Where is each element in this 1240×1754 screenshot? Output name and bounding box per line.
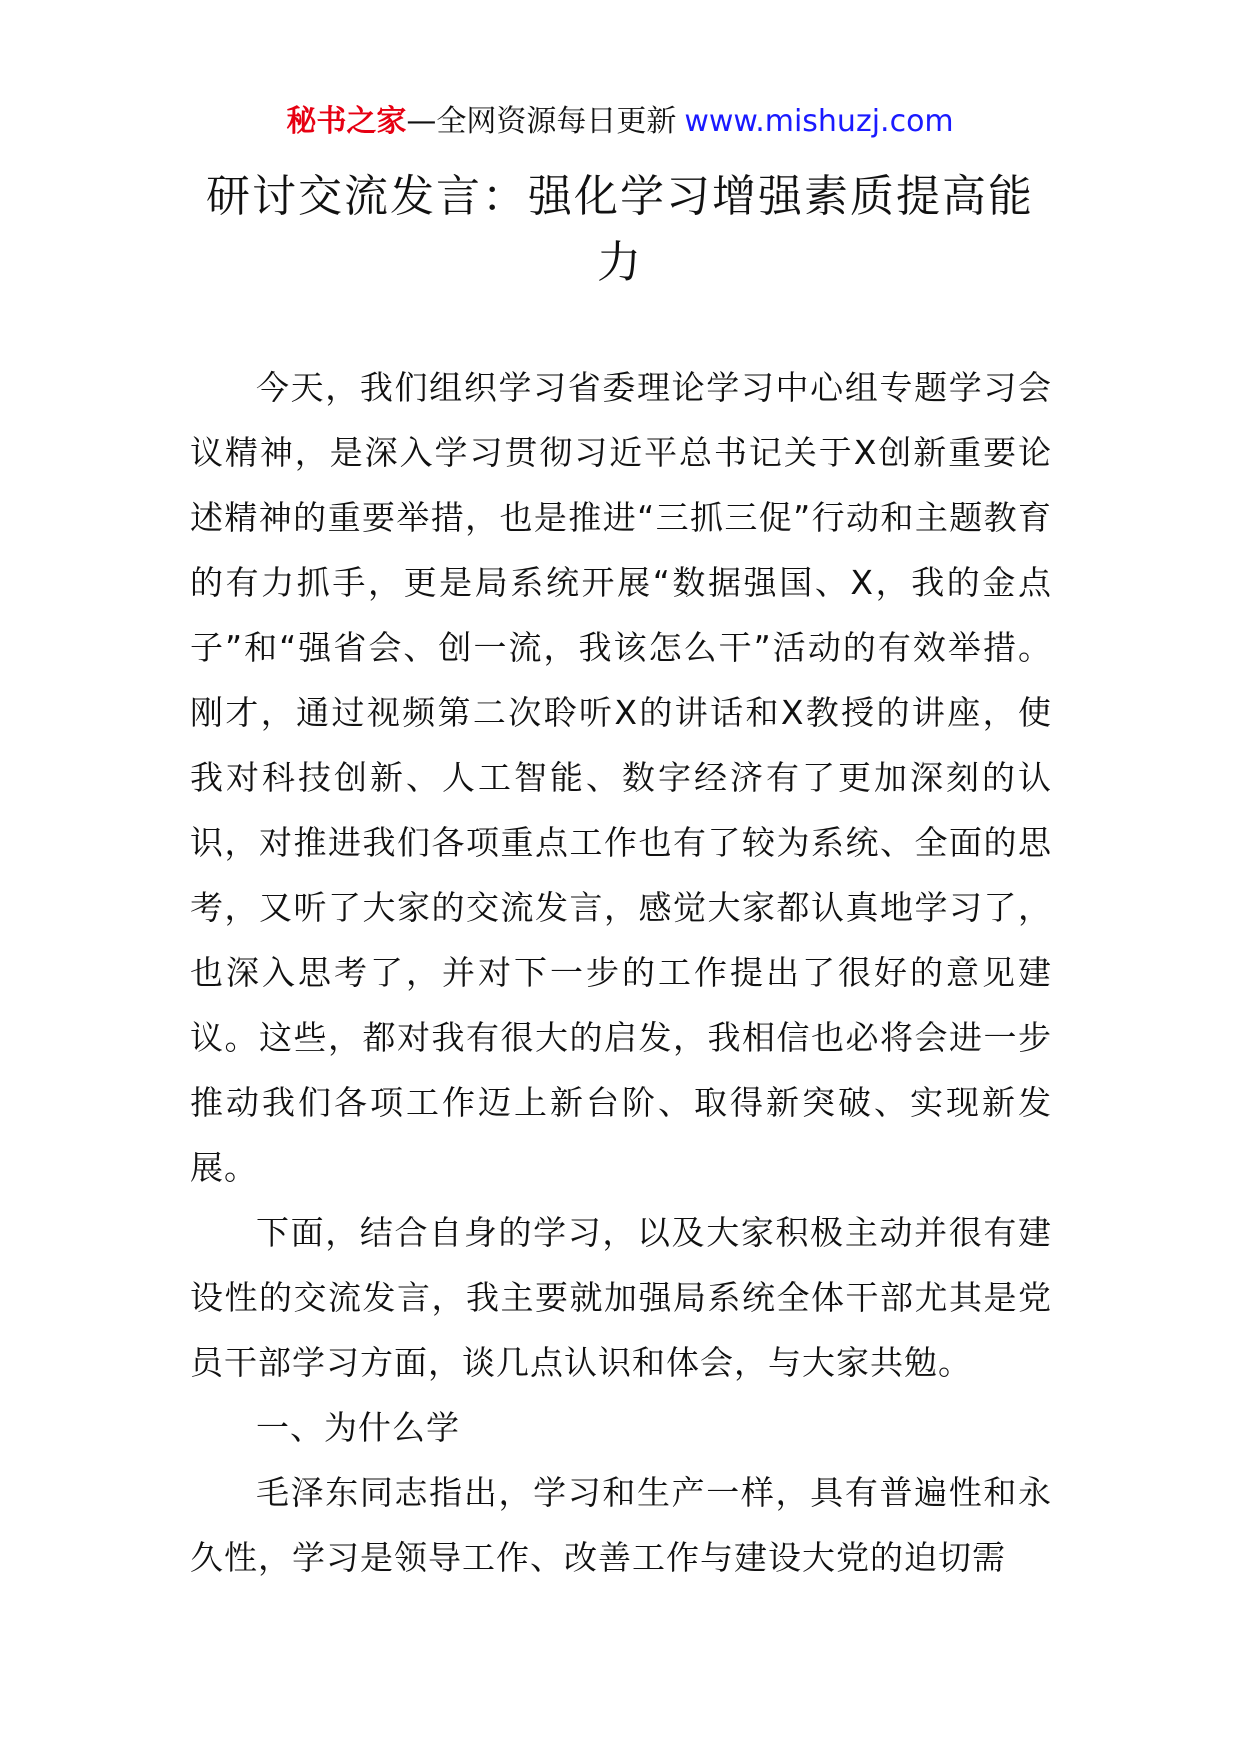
paragraph-second: 下面，结合自身的学习，以及大家积极主动并很有建设性的交流发言，我主要就加强局系统全体干部尤其是党员干部学习方面，谈几点认识和体会，与大家共勉。 bbox=[190, 1213, 1052, 1382]
brand-name: 秘书之家 bbox=[286, 104, 407, 139]
site-url-link[interactable]: www.mishuzj.com bbox=[684, 104, 954, 139]
paragraph-intro: 今天，我们组织学习省委理论学习中心组专题学习会议精神，是深入学习贯彻习近平总书记关于X创新重要论述精神的重要举措，也是推进“三抓三促”行动和主题教育的有力抓手，更是局系统开展“数据强国、X，我的金点子”和“强省会、创一流，我该怎么干”活动的有效举措。刚才，通过视频第二次聆听X的讲话和X教授的讲座，使我对科技创新、人工智能、数字经济有了更加深刻的认识，对推进我们各项重点工作也有了较为系统、全面的思考，又听了大家的交流发言，感觉大家都认真地学习了，也深入思考了，并对下一步的工作提出了很好的意见建议。这些，都对我有很大的启发，我相信也必将会进一步推动我们各项工作迈上新台阶、取得新突破、实现新发展。 bbox=[190, 368, 1052, 1187]
section-heading: 一、为什么学 bbox=[256, 1408, 460, 1447]
document-title: 研讨交流发言：强化学习增强素质提高能力 bbox=[206, 171, 1034, 288]
document-body bbox=[190, 355, 1052, 1590]
site-header bbox=[0, 102, 1240, 142]
header-tagline: —全网资源每日更新 bbox=[406, 104, 677, 139]
paragraph-third: 毛泽东同志指出，学习和生产一样，具有普遍性和永久性，学习是领导工作、改善工作与建设大党的迫切需 bbox=[190, 1473, 1052, 1577]
